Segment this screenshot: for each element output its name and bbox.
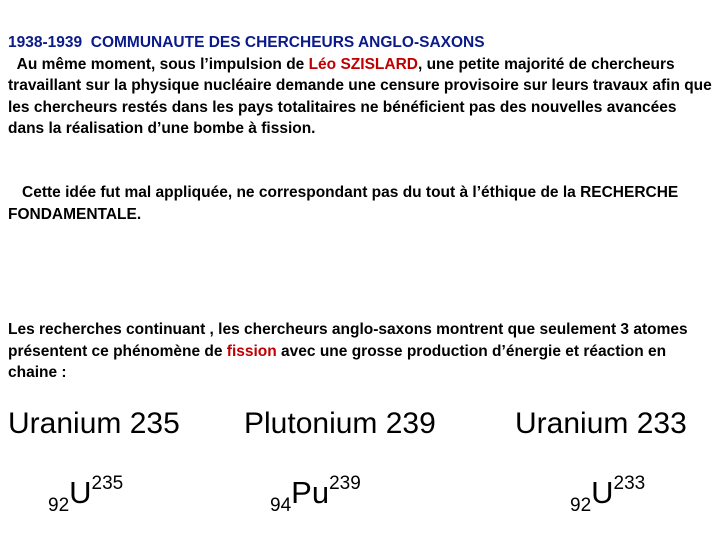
heading-title: COMMUNAUTE DES CHERCHEURS ANGLO-SAXONS [90,34,485,51]
heading-years: 1938-1939 [8,34,83,51]
element-name-uranium-235: Uranium 235 [8,407,180,440]
szilard-name: Léo SZISLARD [308,55,418,73]
para2-text: Cette idée fut mal appliquée, ne correspondant pas du tout à l’éthique de la RECHERCHE FONDAMENTALE. [8,184,679,223]
para1-after: , une petite majorité de chercheurs travaillant sur la physique nucléaire demande une censure provisoire sur leurs travaux afin que les chercheurs restés dans les pays totalitaires ne bénéficient pas des nouvelles avancées dans la réalisation d’une bombe à fission. [8,55,712,137]
nuclide-pu239 [270,473,361,516]
nuclide-u235 [48,473,124,516]
element-name-uranium-233: Uranium 233 [515,407,687,440]
element-symbol: U [591,475,614,510]
mass-number: 239 [329,473,361,494]
para3 [8,319,716,384]
mass-number: 233 [613,473,646,494]
para3-before: Les recherches continuant , les chercheurs anglo-saxons montrent que seulement 3 atomes présentent ce phénomène de [8,321,688,360]
element-symbol: U [69,475,92,510]
heading-and-intro [8,32,716,140]
para1-before: Au même moment, sous l’impulsion de [8,55,309,73]
para3-after: avec une grosse production d’énergie et réaction en chaine : [8,342,667,381]
element-symbol: Pu [291,475,330,510]
mass-number: 235 [91,473,124,494]
atomic-number: 94 [270,495,292,516]
element-name-plutonium-239: Plutonium 239 [244,407,436,440]
fission-word: fission [226,342,277,360]
atomic-number: 92 [48,495,70,516]
atomic-number: 92 [570,495,592,516]
nuclide-u233 [570,473,646,516]
para2 [8,182,716,225]
